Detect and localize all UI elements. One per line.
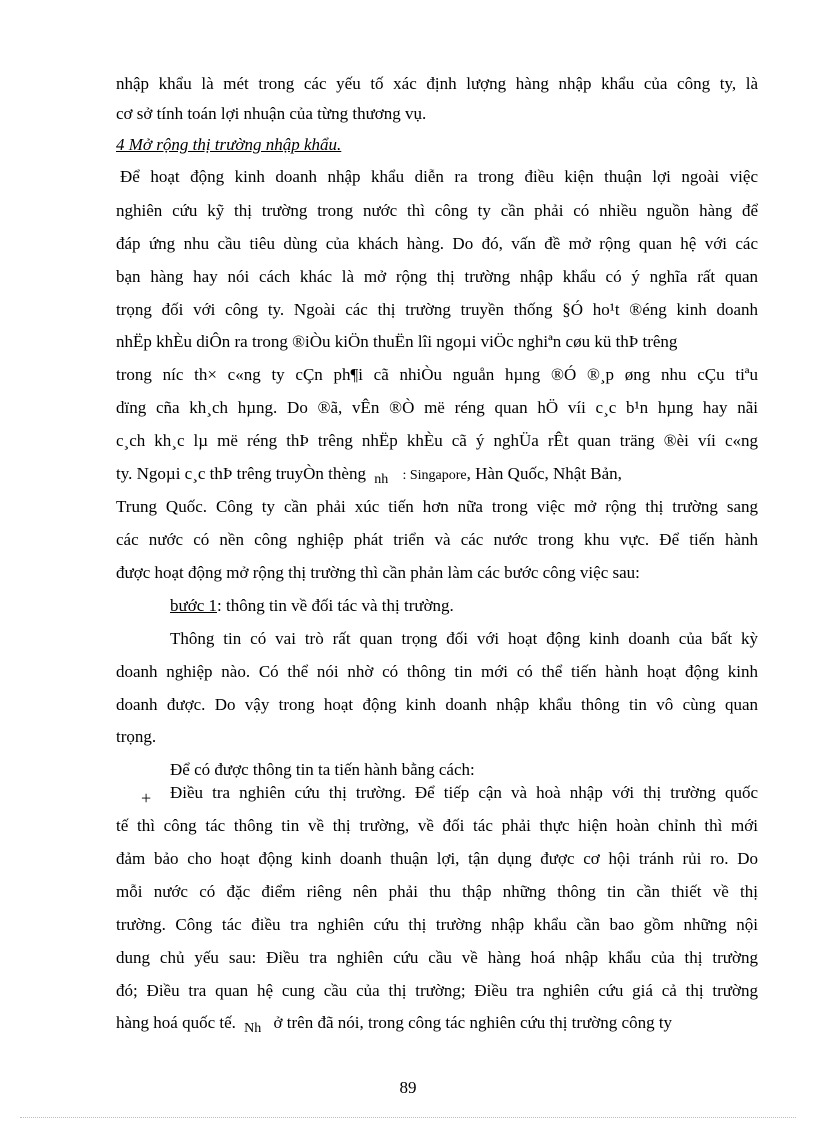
text-line: trường. Công tác điều tra nghiên cứu thị trường nhập khẩu cần bao gồm những nội	[116, 915, 758, 934]
text-fragment: : Singapore	[402, 468, 467, 483]
text-line: đó; Điều tra quan hệ cung cầu của thị trường; Điều tra nghiên cứu giá cả thị trường	[116, 981, 758, 1000]
text-line: nghiên cứu kỹ thị trường trong nước thì công ty cần phải có nhiều nguồn hàng để	[116, 201, 758, 220]
text-line: Trung Quốc. Công ty cần phải xúc tiến hơn nữa trong việc mở rộng thị trường sang	[116, 497, 758, 516]
text-line: Để có được thông tin ta tiến hành bằng cách:	[170, 760, 475, 779]
step-label: bước 1	[170, 596, 217, 615]
text-fragment: nh	[374, 472, 389, 487]
section-heading	[116, 134, 758, 156]
mixed-text-line	[116, 1012, 758, 1036]
text-line: Thông tin có vai trò rất quan trọng đối với hoạt động kinh doanh của bất kỳ	[170, 629, 758, 648]
text-line: dung chủ yếu sau: Điều tra nghiên cứu cầu về hàng hoá nhập khẩu của thị trường	[116, 948, 758, 967]
garbled-text-line: nhËp khÈu diÔn ra trong ®iÒu kiÖn thuËn lîi ngoµi viÖc nghiªn cøu kü thÞ trêng	[116, 332, 678, 351]
text-line: các nước có nền công nghiệp phát triển và các nước trong khu vực. Để tiến hành	[116, 530, 758, 549]
step-line	[170, 595, 758, 617]
text-fragment: hàng hoá quốc tế.	[116, 1013, 236, 1032]
garbled-text-line: dïng cña kh¸ch hµng. Do ®ã, vÊn ®Ò më réng quan hÖ víi c¸c b¹n hµng hay nãi	[116, 398, 758, 417]
text-line: cơ sở tính toán lợi nhuận của từng thương vụ.	[116, 104, 427, 123]
text-line: đảm bảo cho hoạt động kinh doanh thuận lợi, tận dụng được cơ hội tránh rủi ro. Do	[116, 849, 758, 868]
section-heading-text: 4 Mở rộng thị trường nhập khẩu.	[116, 135, 342, 154]
step-text: : thông tin về đối tác và thị trường.	[217, 596, 454, 615]
bullet-plus: +	[141, 788, 152, 808]
text-line: trọng đối với công ty. Ngoài các thị trường truyền thống §Ó ho¹t ®éng kinh doanh	[116, 300, 758, 319]
text-line: Để hoạt động kinh doanh nhập khẩu diễn ra trong điều kiện thuận lợi ngoài việc	[120, 167, 758, 186]
page-number: 89	[399, 1078, 417, 1097]
text-line: doanh được. Do vậy trong hoạt động kinh doanh nhập khẩu thông tin vô cùng quan	[116, 695, 758, 714]
text-line: bạn hàng hay nói cách khác là mở rộng thị trường nhập khẩu có ý nghĩa rất quan	[116, 267, 758, 286]
text-line: đáp ứng nhu cầu tiêu dùng của khách hàng. Do đó, vấn đề mở rộng quan hệ với các	[116, 234, 758, 253]
text-line: Điều tra nghiên cứu thị trường. Để tiếp cận và hoà nhập với thị trường quốc	[170, 783, 758, 802]
garbled-text-line: trong níc th× c«ng ty cÇn ph¶i cã nhiÒu nguån hµng ®Ó ®¸p øng nhu cÇu tiªu	[116, 365, 758, 384]
text-line: được hoạt động mở rộng thị trường thì cần phản làm các bước công việc sau:	[116, 563, 640, 582]
garbled-text-fragment: ty. Ngoµi c¸c thÞ trêng truyÒn thèng	[116, 464, 366, 483]
text-line: tế thì công tác thông tin về thị trường, về đối tác phải thực hiện hoàn chỉnh thì mới	[116, 816, 758, 835]
text-fragment: ở trên đã nói, trong công tác nghiên cứu thị trường công ty	[273, 1013, 673, 1032]
text-line: trọng.	[116, 727, 157, 746]
mixed-text-line	[116, 463, 758, 487]
text-line: doanh nghiệp nào. Có thể nói nhờ có thông tin mới có thể tiến hành hoạt động kinh	[116, 662, 758, 681]
text-fragment: Nh	[244, 1021, 262, 1036]
text-line: mỗi nước có đặc điểm riêng nên phải thu thập những thông tin cần thiết về thị	[116, 882, 758, 901]
text-fragment: , Hàn Quốc, Nhật Bản,	[466, 464, 622, 483]
garbled-text-line: c¸ch kh¸c lµ më réng thÞ trêng nhËp khÈu cã ý nghÜa rÊt quan träng ®èi víi c«ng	[116, 431, 758, 450]
footer-divider	[20, 1117, 796, 1118]
text-line: nhập khẩu là mét trong các yếu tố xác định lượng hàng nhập khẩu của công ty, là	[116, 74, 758, 93]
